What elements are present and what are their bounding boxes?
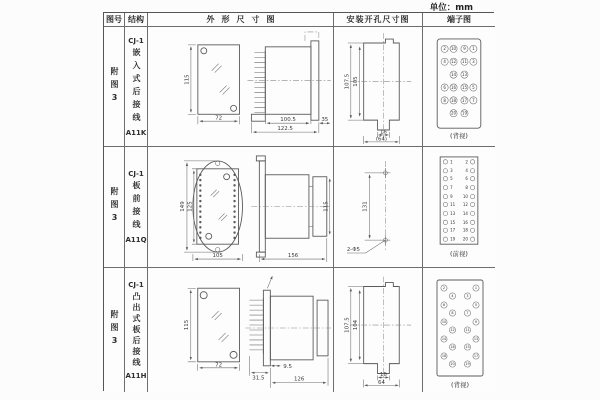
dim-body-length3: 126 bbox=[293, 376, 305, 383]
row2-front-view bbox=[180, 161, 243, 261]
dim-inner-height: 105 bbox=[353, 76, 360, 87]
row2-desc: 板前接线 bbox=[131, 181, 141, 233]
row1-front-view bbox=[184, 45, 239, 124]
row2-view-label: (前视) bbox=[450, 250, 468, 259]
svg-text:9: 9 bbox=[450, 193, 453, 199]
row2-code: A11Q bbox=[125, 236, 147, 244]
spec-table bbox=[103, 12, 494, 391]
row1-terminal-cell bbox=[423, 27, 495, 147]
svg-text:17: 17 bbox=[461, 97, 467, 103]
svg-text:11: 11 bbox=[461, 59, 467, 65]
dim-flange-depth: 35 bbox=[321, 117, 329, 124]
svg-text:13: 13 bbox=[461, 71, 467, 77]
terminal-right-column bbox=[463, 159, 475, 241]
row2-install-cell bbox=[334, 147, 423, 268]
svg-text:6: 6 bbox=[443, 84, 446, 90]
dim-outer-height3: 107.5 bbox=[344, 317, 351, 333]
row1-view-label: (背视) bbox=[450, 132, 468, 141]
terminal-circles-staggered bbox=[441, 285, 479, 367]
svg-text:4: 4 bbox=[465, 168, 468, 174]
dim-pin-length: 31.5 bbox=[252, 375, 265, 382]
row3-fig-no bbox=[104, 268, 125, 392]
svg-text:16: 16 bbox=[450, 345, 455, 350]
dim-side-height: 115 bbox=[323, 201, 330, 212]
row3-install-drawing bbox=[334, 268, 422, 392]
svg-text:11: 11 bbox=[450, 201, 456, 207]
row3-desc: 凸出式板后接线 bbox=[132, 291, 141, 369]
svg-text:16: 16 bbox=[462, 219, 468, 225]
header-structure: 结构 bbox=[125, 13, 148, 27]
svg-text:7: 7 bbox=[472, 97, 475, 103]
row3-install-cell bbox=[334, 268, 423, 392]
svg-text:4: 4 bbox=[443, 59, 446, 65]
row2-outline-drawing bbox=[148, 147, 333, 267]
row3-structure bbox=[125, 268, 148, 392]
svg-text:18: 18 bbox=[462, 227, 468, 233]
dim-step-length: 9.5 bbox=[283, 363, 292, 370]
dim-cut-width3: 64 bbox=[378, 379, 385, 386]
dim-hole-spacing: 131 bbox=[362, 201, 369, 212]
row2-model: CJ-1 bbox=[128, 170, 144, 178]
svg-text:6: 6 bbox=[442, 303, 446, 308]
svg-text:5: 5 bbox=[450, 176, 453, 182]
svg-text:13: 13 bbox=[473, 337, 479, 342]
svg-text:15: 15 bbox=[465, 345, 470, 350]
svg-text:10: 10 bbox=[441, 320, 447, 325]
header-terminal: 端子图 bbox=[423, 13, 495, 27]
svg-text:1: 1 bbox=[474, 286, 478, 291]
svg-text:3: 3 bbox=[472, 59, 475, 65]
svg-text:18: 18 bbox=[441, 354, 447, 359]
dim-front-height: 115 bbox=[184, 74, 191, 85]
svg-text:12: 12 bbox=[451, 59, 457, 65]
dim-body-length2: 156 bbox=[287, 253, 299, 260]
unit-label: 单位：mm bbox=[429, 3, 473, 13]
dim-front-height3: 115 bbox=[183, 319, 190, 331]
svg-text:13: 13 bbox=[450, 210, 456, 216]
row3-code: A11H bbox=[125, 371, 147, 380]
svg-text:9: 9 bbox=[474, 320, 478, 325]
row3-fig-no-label: 附图3 bbox=[110, 310, 119, 350]
row3-outline-drawing bbox=[148, 268, 333, 392]
dim-front-width3: 72 bbox=[215, 362, 223, 369]
row3-front-view bbox=[184, 288, 240, 371]
header-install: 安装开孔尺寸图 bbox=[334, 13, 423, 27]
svg-text:2: 2 bbox=[442, 286, 446, 291]
row2-terminal-drawing bbox=[423, 147, 495, 267]
row1-outline-drawing bbox=[148, 27, 333, 146]
svg-text:15: 15 bbox=[450, 219, 456, 225]
row1-desc: 嵌入式后接线 bbox=[132, 47, 141, 126]
row3-view-label: (背视) bbox=[450, 381, 470, 389]
svg-text:19: 19 bbox=[450, 236, 456, 242]
dim-front-width: 72 bbox=[215, 115, 223, 122]
dim-body-length: 100.5 bbox=[280, 117, 296, 124]
row3-outline-cell bbox=[148, 268, 334, 392]
svg-text:5: 5 bbox=[474, 303, 478, 308]
row2-outline-cell bbox=[148, 147, 334, 268]
header-outline: 外形尺寸图 bbox=[148, 13, 334, 27]
row1-fig-no-label: 附图3 bbox=[110, 66, 119, 107]
svg-text:2: 2 bbox=[465, 159, 468, 165]
svg-text:7: 7 bbox=[466, 311, 469, 316]
svg-text:3: 3 bbox=[450, 168, 453, 174]
svg-text:14: 14 bbox=[462, 210, 468, 216]
dim-cut-width: (64) bbox=[375, 136, 388, 143]
dim-holes-callout: 2-Φ5 bbox=[346, 247, 360, 253]
svg-text:12: 12 bbox=[462, 201, 468, 207]
svg-text:14: 14 bbox=[441, 337, 447, 342]
row2-terminal-cell bbox=[423, 147, 495, 268]
row2-side-view bbox=[251, 156, 330, 262]
svg-text:5: 5 bbox=[472, 84, 475, 90]
row1-install-cell bbox=[334, 27, 423, 147]
svg-text:17: 17 bbox=[450, 227, 456, 233]
row1-code: A11K bbox=[125, 128, 147, 137]
row2-fig-no-label: 附图3 bbox=[110, 187, 119, 227]
row1-install-drawing bbox=[334, 27, 422, 146]
svg-text:17: 17 bbox=[473, 354, 479, 359]
svg-text:19: 19 bbox=[465, 362, 470, 367]
svg-text:20: 20 bbox=[462, 236, 468, 242]
svg-text:15: 15 bbox=[461, 84, 467, 90]
svg-text:7: 7 bbox=[450, 185, 453, 191]
row3-terminal-cell bbox=[423, 268, 495, 392]
row2-structure bbox=[125, 147, 148, 268]
dim-inner-height3: 104 bbox=[353, 319, 360, 331]
dim-notch-width3: 16 bbox=[379, 371, 387, 378]
header-fig-no: 图号 bbox=[104, 13, 125, 27]
row1-terminal-drawing bbox=[423, 27, 495, 146]
svg-text:9: 9 bbox=[463, 46, 466, 52]
svg-text:11: 11 bbox=[465, 328, 470, 333]
svg-text:19: 19 bbox=[461, 110, 467, 116]
dim-outer-height: 107.5 bbox=[344, 73, 351, 90]
svg-text:12: 12 bbox=[450, 328, 455, 333]
row2-fig-no bbox=[104, 147, 125, 268]
svg-text:1: 1 bbox=[472, 46, 475, 52]
row1-outline-cell bbox=[148, 27, 334, 147]
terminal-left-column bbox=[443, 159, 455, 241]
svg-text:16: 16 bbox=[451, 84, 457, 90]
svg-text:8: 8 bbox=[443, 97, 446, 103]
svg-text:18: 18 bbox=[451, 97, 457, 103]
svg-text:2: 2 bbox=[443, 46, 446, 52]
terminal-circles bbox=[441, 45, 477, 117]
row1-fig-no bbox=[104, 27, 125, 147]
svg-text:3: 3 bbox=[466, 294, 469, 299]
svg-text:14: 14 bbox=[451, 71, 457, 77]
row1-side-view bbox=[247, 32, 330, 133]
row3-terminal-drawing bbox=[423, 268, 495, 392]
svg-text:6: 6 bbox=[465, 176, 468, 182]
svg-text:20: 20 bbox=[451, 110, 457, 116]
dim-body-height: 125 bbox=[187, 201, 194, 212]
dim-total-length: 122.5 bbox=[277, 126, 293, 133]
svg-text:1: 1 bbox=[450, 159, 453, 165]
svg-text:10: 10 bbox=[462, 193, 468, 199]
row2-install-drawing bbox=[334, 147, 422, 267]
svg-text:20: 20 bbox=[450, 362, 455, 367]
row3-side-view bbox=[245, 276, 331, 387]
dim-flange-height: 149 bbox=[179, 201, 186, 212]
svg-text:4: 4 bbox=[451, 294, 454, 299]
svg-text:8: 8 bbox=[465, 185, 468, 191]
row1-structure bbox=[125, 27, 148, 147]
row3-model: CJ-1 bbox=[128, 280, 144, 289]
dim-notch-width: 16 bbox=[379, 129, 387, 136]
dim-flange-width: 105 bbox=[212, 253, 223, 260]
svg-text:10: 10 bbox=[451, 46, 457, 52]
svg-text:8: 8 bbox=[451, 311, 454, 316]
row1-model: CJ-1 bbox=[128, 36, 144, 45]
